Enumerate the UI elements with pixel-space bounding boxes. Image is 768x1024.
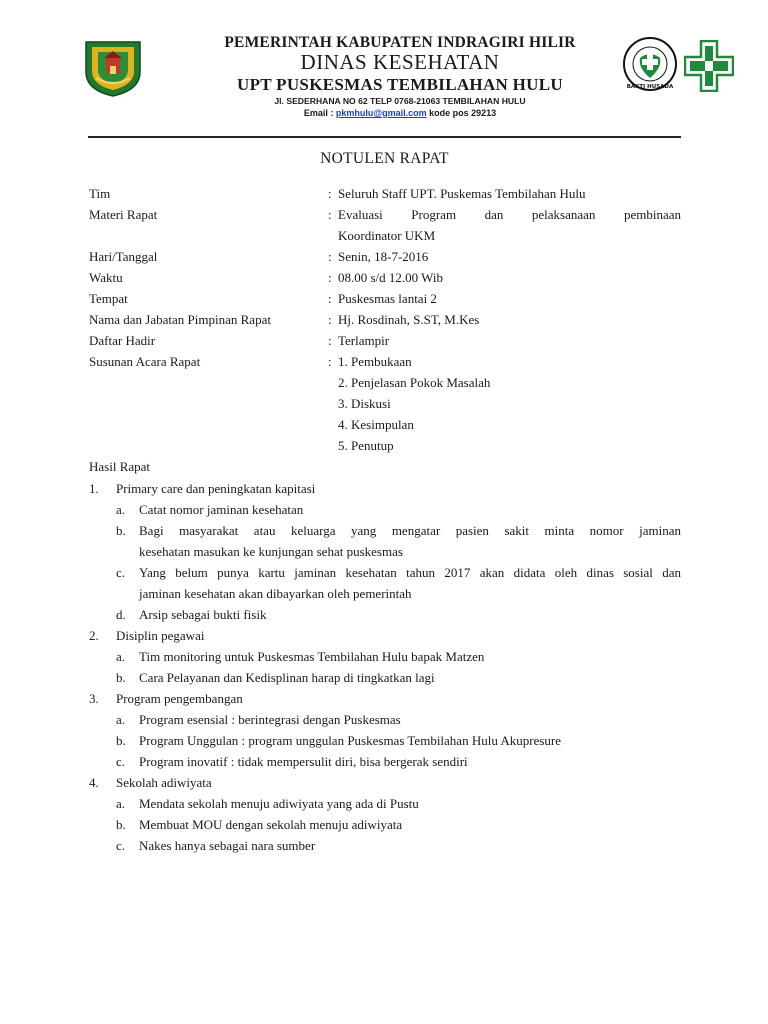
field-label-pimpinan: Nama dan Jabatan Pimpinan Rapat [89, 312, 271, 327]
field-colon: : [328, 333, 332, 348]
field-label-susunan-acara: Susunan Acara Rapat [89, 354, 201, 369]
result-sub-letter: c. [116, 754, 126, 769]
agenda-item: 1. Pembukaan [338, 354, 412, 369]
result-sub-text: Yang belum punya kartu jaminan kesehatan tahun 2017 akan didata oleh dinas sosial dan [139, 565, 681, 580]
field-colon: : [328, 186, 332, 201]
result-sub-text: Mendata sekolah menuju adiwiyata yang ada di Pustu [139, 796, 419, 811]
result-sub-letter: c. [116, 565, 126, 580]
field-value-tempat: Puskesmas lantai 2 [338, 291, 437, 306]
agenda-item: 4. Kesimpulan [338, 417, 414, 432]
letterhead-unit: UPT PUSKESMAS TEMBILAHAN HULU [237, 75, 563, 94]
result-sub-text: Program esensial : berintegrasi dengan Puskesmas [139, 712, 401, 727]
result-sub-text: Nakes hanya sebagai nara sumber [139, 838, 316, 853]
field-colon: : [328, 207, 332, 222]
field-label-daftar-hadir: Daftar Hadir [89, 333, 156, 348]
field-value-materi-line2: Koordinator UKM [338, 228, 436, 243]
field-colon: : [328, 291, 332, 306]
letterhead-divider [88, 136, 681, 138]
result-sub-letter: b. [116, 523, 126, 538]
result-sub-letter: b. [116, 817, 126, 832]
result-sub-letter: a. [116, 712, 126, 727]
letterhead-email-line [160, 108, 640, 118]
field-value-tim: Seluruh Staff UPT. Puskemas Tembilahan Hulu [338, 186, 586, 201]
result-number: 2. [89, 628, 99, 643]
green-cross-logo [684, 40, 734, 92]
result-sub-letter: a. [116, 649, 126, 664]
result-sub-text: Arsip sebagai bukti fisik [139, 607, 267, 622]
regency-crest-logo [80, 38, 146, 98]
result-sub-text: Cara Pelayanan dan Kedisplinan harap di tingkatkan lagi [139, 670, 435, 685]
result-number: 1. [89, 481, 99, 496]
result-number: 3. [89, 691, 99, 706]
result-sub-text: Tim monitoring untuk Puskesmas Tembilahan Hulu bapak Matzen [139, 649, 485, 664]
document-title: NOTULEN RAPAT [320, 150, 449, 167]
result-sub-text: Program inovatif : tidak mempersulit diri, bisa bergerak sendiri [139, 754, 468, 769]
field-label-tim: Tim [89, 186, 111, 201]
result-number: 4. [89, 775, 99, 790]
result-topic: Disiplin pegawai [116, 628, 205, 643]
result-sub-text: Bagi masyarakat atau keluarga yang mengatar pasien sakit minta nomor jaminan [139, 523, 681, 538]
result-sub-letter: b. [116, 733, 126, 748]
field-value-waktu: 08.00 s/d 12.00 Wib [338, 270, 444, 285]
result-sub-text: kesehatan masukan ke kunjungan sehat puskesmas [139, 544, 403, 559]
postcode: kode pos 29213 [426, 108, 497, 118]
result-sub-text: Catat nomor jaminan kesehatan [139, 502, 304, 517]
field-label-waktu: Waktu [89, 270, 123, 285]
letterhead-department: DINAS KESEHATAN [300, 50, 500, 74]
email-label: Email : [303, 108, 336, 118]
field-value-pimpinan: Hj. Rosdinah, S.ST, M.Kes [338, 312, 480, 327]
field-colon: : [328, 354, 332, 369]
result-sub-text: Membuat MOU dengan sekolah menuju adiwiyata [139, 817, 403, 832]
result-topic: Sekolah adiwiyata [116, 775, 212, 790]
field-label-tempat: Tempat [89, 291, 128, 306]
field-colon: : [328, 312, 332, 327]
field-label-materi: Materi Rapat [89, 207, 158, 222]
field-value-hari: Senin, 18-7-2016 [338, 249, 429, 264]
letterhead-address: Jl. SEDERHANA NO 62 TELP 0768-21063 TEMBILAHAN HULU [274, 96, 526, 106]
bakti-husada-text: BAKTI HUSADA [626, 84, 674, 90]
result-sub-text: Program Unggulan : program unggulan Puskesmas Tembilahan Hulu Akupresure [139, 733, 562, 748]
result-sub-letter: b. [116, 670, 126, 685]
result-sub-letter: c. [116, 838, 126, 853]
result-sub-text: jaminan kesehatan akan dibayarkan oleh pemerintah [139, 586, 412, 601]
results-heading: Hasil Rapat [89, 459, 151, 474]
agenda-item: 5. Penutup [338, 438, 394, 453]
field-value-daftar-hadir: Terlampir [338, 333, 390, 348]
result-sub-letter: a. [116, 502, 126, 517]
field-value-materi-line1: Evaluasi Program dan pelaksanaan pembinaan [338, 207, 681, 222]
letterhead-government: PEMERINTAH KABUPATEN INDRAGIRI HILIR [224, 34, 576, 51]
field-label-hari: Hari/Tanggal [89, 249, 158, 264]
field-colon: : [328, 249, 332, 264]
agenda-item: 2. Penjelasan Pokok Masalah [338, 375, 491, 390]
result-topic: Program pengembangan [116, 691, 243, 706]
field-colon: : [328, 270, 332, 285]
result-topic: Primary care dan peningkatan kapitasi [116, 481, 316, 496]
result-sub-letter: a. [116, 796, 126, 811]
result-sub-letter: d. [116, 607, 126, 622]
agenda-item: 3. Diskusi [338, 396, 391, 411]
email-link[interactable]: pkmhulu@gmail.com [335, 108, 427, 118]
